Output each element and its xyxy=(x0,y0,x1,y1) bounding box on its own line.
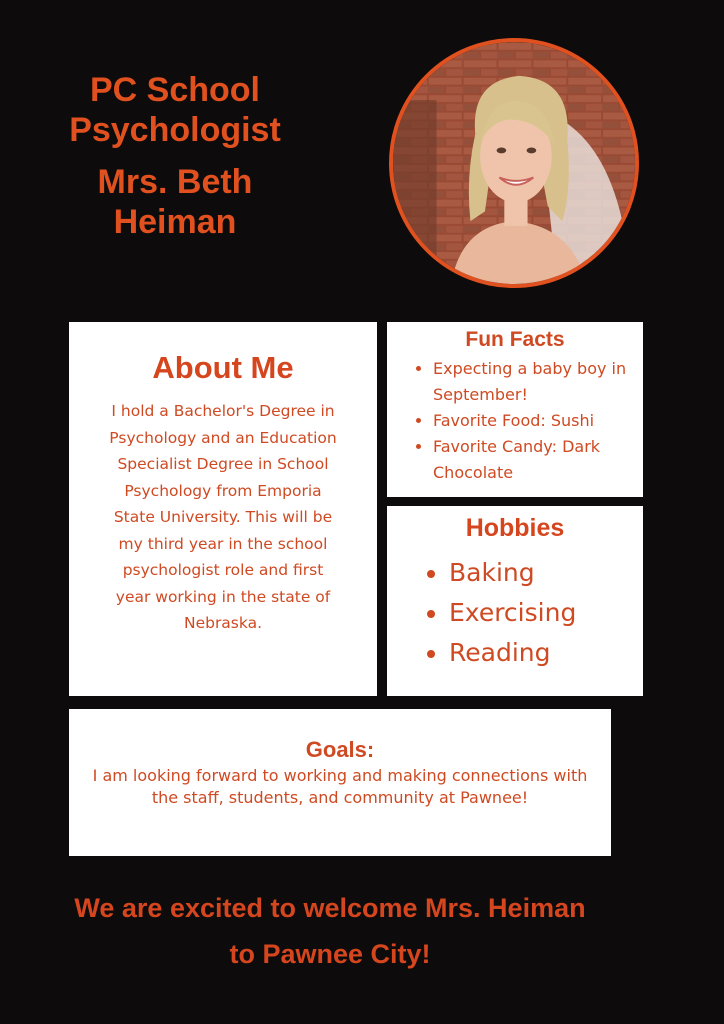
welcome-message: We are excited to welcome Mrs. Heiman to Pawnee City! xyxy=(74,893,586,969)
list-item: • Baking xyxy=(449,553,643,593)
goals-card xyxy=(69,709,611,856)
person-name: Mrs. Beth Heiman xyxy=(97,163,253,241)
about-me-heading: About Me xyxy=(152,350,294,385)
portrait-icon xyxy=(393,42,635,284)
hobbies-list xyxy=(387,553,643,673)
hobbies-card xyxy=(387,506,643,696)
list-item: • Favorite Food: Sushi xyxy=(433,408,633,434)
page-title: PC School Psychologist xyxy=(69,71,281,149)
goals-text: I am looking forward to working and making connections with the staff, students, and community at Pawnee! xyxy=(92,766,588,807)
fun-facts-card xyxy=(387,322,643,497)
hobbies-heading: Hobbies xyxy=(465,514,565,542)
goals-heading: Goals: xyxy=(305,737,375,762)
portrait-photo xyxy=(389,38,639,288)
header xyxy=(40,70,310,242)
list-item: • Exercising xyxy=(449,593,643,633)
fun-facts-heading: Fun Facts xyxy=(465,328,565,351)
fun-facts-list xyxy=(387,356,643,486)
about-me-card xyxy=(69,322,377,696)
list-item: • Reading xyxy=(449,633,643,673)
about-me-text: I hold a Bachelor's Degree in Psychology and an Education Specialist Degree in School Psychology from Emporia State University. This will be my third year in the school psychologist role and first year working in the state of Nebraska. xyxy=(109,402,337,632)
list-item: • Expecting a baby boy in September! xyxy=(433,356,633,408)
list-item: • Favorite Candy: Dark Chocolate xyxy=(433,434,633,486)
